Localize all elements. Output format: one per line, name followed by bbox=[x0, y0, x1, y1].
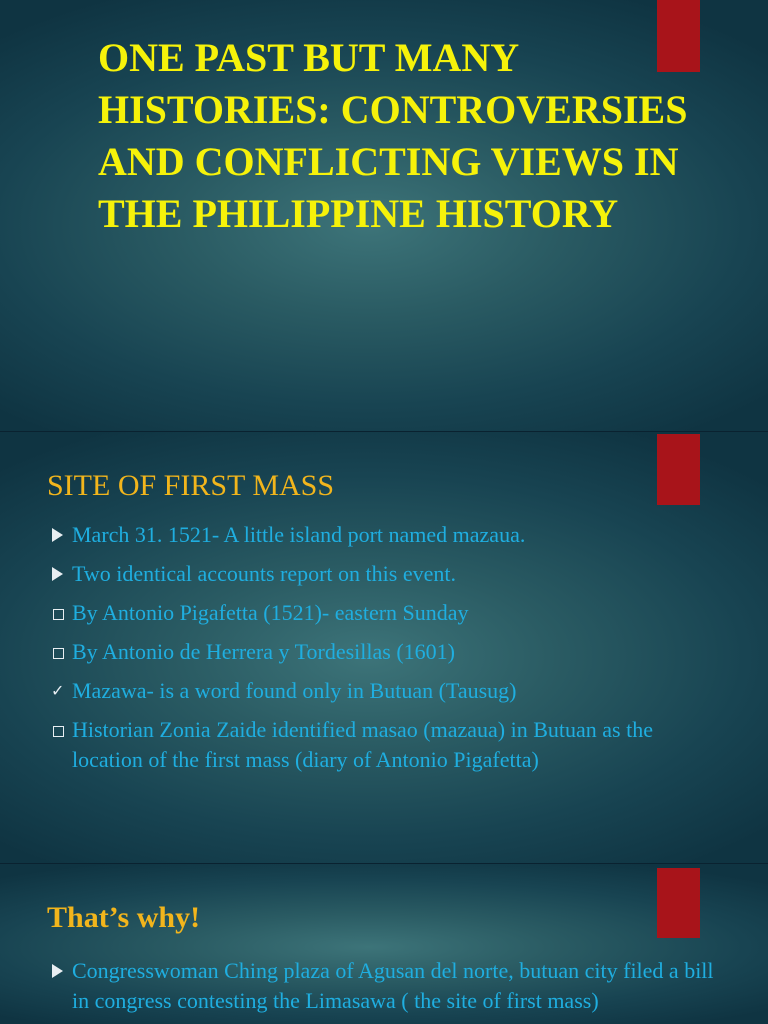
list-item-text: Two identical accounts report on this event. bbox=[72, 561, 456, 586]
triangle-bullet-icon bbox=[52, 964, 63, 978]
list-item-text: By Antonio de Herrera y Tordesillas (1601) bbox=[72, 639, 455, 664]
list-item-text: March 31. 1521- A little island port named mazaua. bbox=[72, 522, 526, 547]
list-item-text: Congresswoman Ching plaza of Agusan del norte, butuan city filed a bill in congress contesting the Limasawa ( the site of first mass) bbox=[72, 958, 714, 1013]
red-accent-bar bbox=[657, 434, 700, 505]
slide-heading: SITE OF FIRST MASS bbox=[47, 469, 335, 502]
title-slide bbox=[0, 0, 768, 432]
slide-heading: That’s why! bbox=[47, 901, 201, 934]
square-bullet-icon bbox=[53, 648, 64, 659]
list-item bbox=[48, 676, 718, 706]
list-item-text: Mazawa- is a word found only in Butuan (Tausug) bbox=[72, 678, 517, 703]
triangle-bullet-icon bbox=[52, 528, 63, 542]
bullet-list bbox=[48, 520, 718, 784]
checkmark-bullet-icon: ✓ bbox=[51, 681, 65, 700]
first-mass-slide bbox=[0, 432, 768, 864]
list-item bbox=[48, 715, 718, 775]
bullet-list bbox=[48, 956, 718, 1024]
square-bullet-icon bbox=[53, 726, 64, 737]
list-item bbox=[48, 956, 718, 1016]
list-item bbox=[48, 598, 718, 628]
list-item-text: Historian Zonia Zaide identified masao (mazaua) in Butuan as the location of the first mass (diary of Antonio Pigafetta) bbox=[72, 717, 653, 772]
red-accent-bar bbox=[657, 868, 700, 938]
square-bullet-icon bbox=[53, 609, 64, 620]
triangle-bullet-icon bbox=[52, 567, 63, 581]
list-item bbox=[48, 637, 718, 667]
list-item bbox=[48, 520, 718, 550]
list-item bbox=[48, 559, 718, 589]
thats-why-slide bbox=[0, 864, 768, 1024]
list-item-text: By Antonio Pigafetta (1521)- eastern Sunday bbox=[72, 600, 469, 625]
slide-title: ONE PAST BUT MANY HISTORIES: CONTROVERSIES AND CONFLICTING VIEWS IN THE PHILIPPINE HISTORY bbox=[98, 35, 688, 236]
